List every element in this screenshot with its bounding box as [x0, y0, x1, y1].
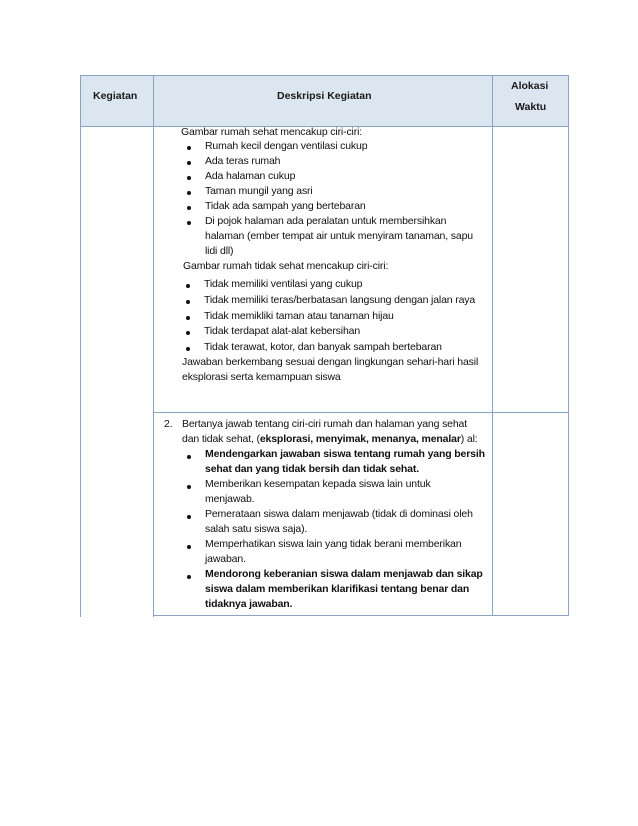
list-item: Taman mungil yang asri — [205, 185, 313, 197]
bullet-icon — [187, 515, 191, 519]
bullet-icon — [187, 575, 191, 579]
list-item: Rumah kecil dengan ventilasi cukup — [205, 140, 368, 152]
bullet-icon — [187, 191, 191, 195]
list-item-continuation: siswa dalam memberikan klarifikasi tentang benar dan — [205, 583, 470, 595]
list-item-continuation: menjawab. — [205, 493, 255, 505]
bullet-icon — [186, 331, 190, 335]
list-item: Tidak terawat, kotor, dan banyak sampah bertebaran — [204, 341, 442, 353]
header-waktu: Waktu — [515, 101, 547, 113]
bullet-icon — [187, 176, 191, 180]
bullet-icon — [186, 284, 190, 288]
list-item-continuation: salah satu siswa saja). — [205, 523, 308, 535]
list-item: Memperhatikan siswa lain yang tidak berani memberikan — [205, 538, 462, 550]
list-item: Pemerataan siswa dalam menjawab (tidak di dominasi oleh — [205, 508, 473, 520]
bullet-icon — [187, 146, 191, 150]
bullet-icon — [186, 316, 190, 320]
healthy-house-intro: Gambar rumah sehat mencakup ciri-ciri: — [181, 126, 363, 138]
header-kegiatan: Kegiatan — [93, 90, 138, 102]
bullet-icon — [187, 161, 191, 165]
list-item: Tidak ada sampah yang bertebaran — [205, 200, 366, 212]
list-item-continuation: tidaknya jawaban. — [205, 598, 293, 610]
list-item: Mendengarkan jawaban siswa tentang rumah yang bersih — [205, 448, 485, 460]
bullet-icon — [187, 455, 191, 459]
header-alokasi: Alokasi — [511, 80, 549, 92]
section2-line: Bertanya jawab tentang ciri-ciri rumah dan halaman yang sehat — [182, 418, 468, 430]
bullet-icon — [187, 485, 191, 489]
list-item: Tidak memikliki taman atau tanaman hijau — [204, 310, 394, 322]
list-item-continuation: jawaban. — [205, 553, 246, 565]
bullet-icon — [187, 221, 191, 225]
list-item: Ada halaman cukup — [205, 170, 296, 182]
list-item: Tidak memiliki ventilasi yang cukup — [204, 278, 363, 290]
list-item-continuation: lidi dll) — [205, 245, 234, 257]
bullet-icon — [186, 300, 190, 304]
bullet-icon — [187, 206, 191, 210]
list-item: Tidak memiliki teras/berbatasan langsung dengan jalan raya — [204, 294, 476, 306]
list-item: Mendorong keberanian siswa dalam menjawab dan sikap — [205, 568, 483, 580]
list-item-continuation: halaman (ember tempat air untuk menyiram tanaman, sapu — [205, 230, 473, 242]
unhealthy-house-intro: Gambar rumah tidak sehat mencakup ciri-ciri: — [183, 260, 389, 272]
list-item: Tidak terdapat alat-alat kebersihan — [204, 325, 361, 337]
bullet-icon — [186, 347, 190, 351]
list-item: Di pojok halaman ada peralatan untuk membersihkan — [205, 215, 447, 227]
list-item-continuation: sehat dan yang tidak bersih dan tidak sehat. — [205, 463, 419, 475]
closing-text-line: Jawaban berkembang sesuai dengan lingkungan sehari-hari hasil — [182, 356, 479, 368]
list-item: Memberikan kesempatan kepada siswa lain untuk — [205, 478, 431, 490]
header-deskripsi-kegiatan: Deskripsi Kegiatan — [277, 90, 372, 102]
bullet-icon — [187, 545, 191, 549]
closing-text-line: eksplorasi serta kemampuan siswa — [182, 371, 341, 383]
section2-line: dan tidak sehat, (eksplorasi, menyimak, menanya, menalar) al: — [182, 433, 478, 445]
list-item: Ada teras rumah — [205, 155, 281, 167]
item-number: 2. — [164, 418, 173, 430]
